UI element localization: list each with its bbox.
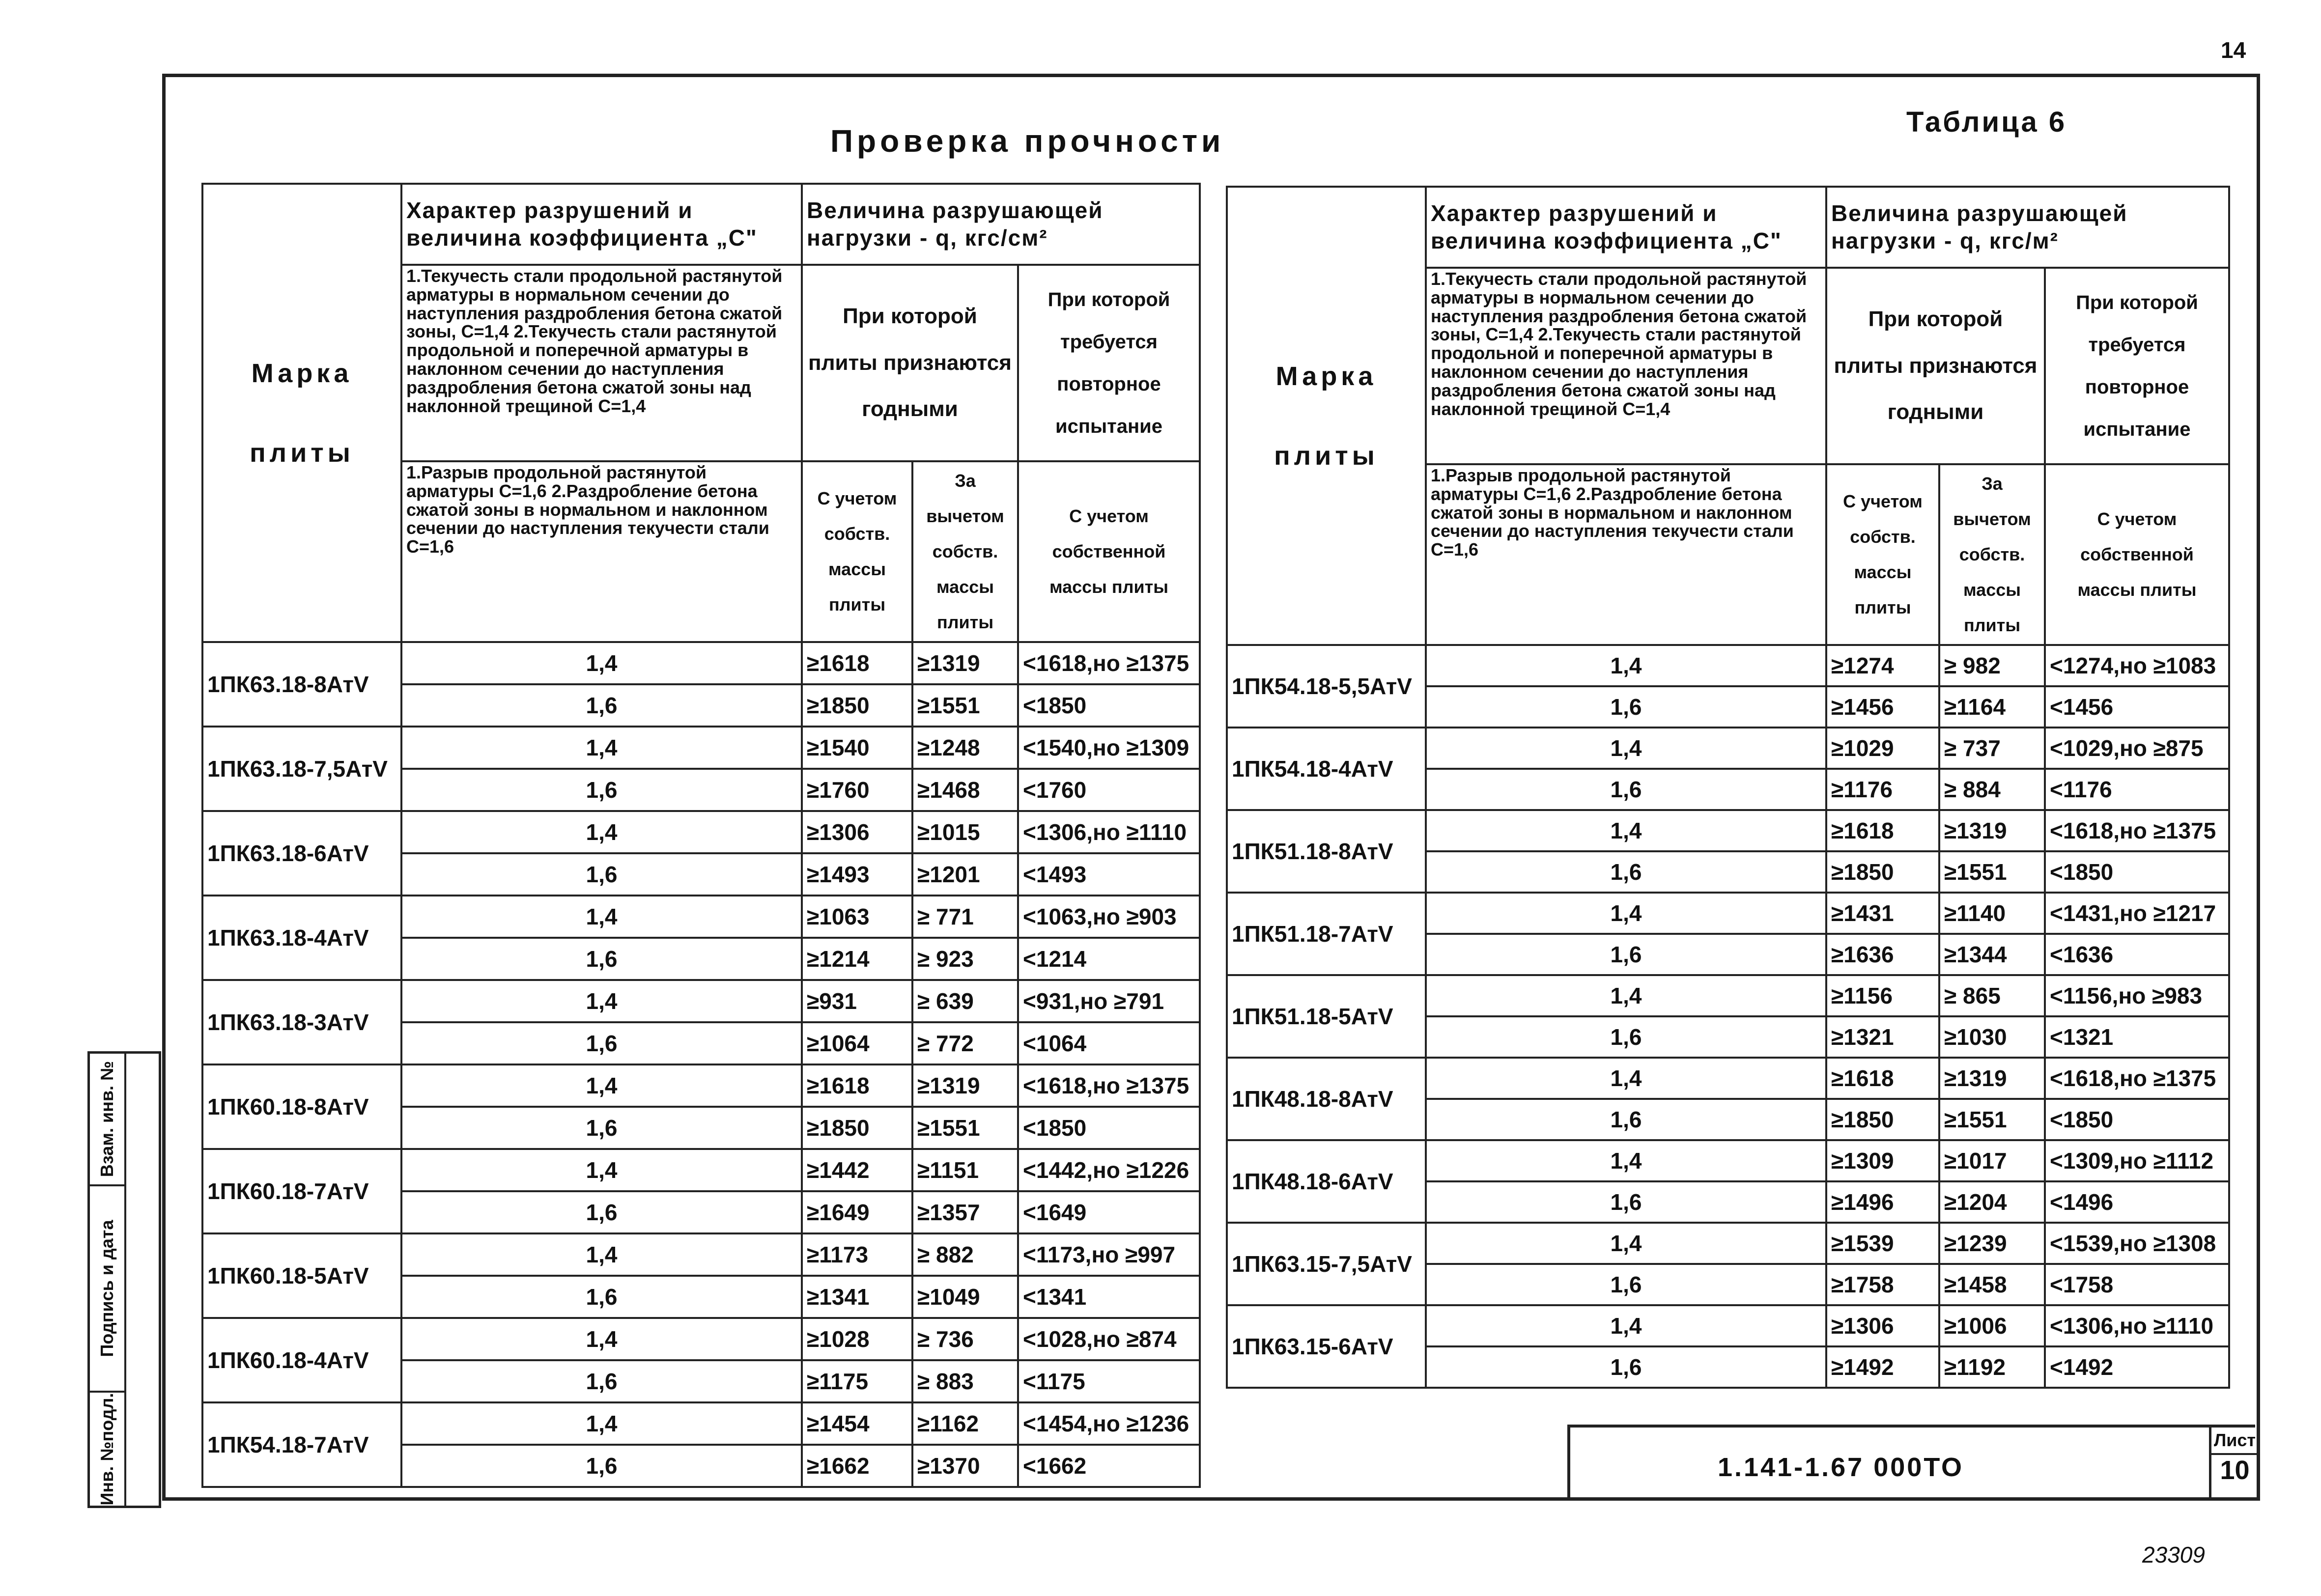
header-marka: Марка плиты (202, 184, 401, 642)
load-without-mass: ≥1370 (912, 1445, 1018, 1487)
load-retest: <1618,но ≥1375 (1018, 642, 1200, 684)
table-row (1227, 975, 2229, 1016)
load-retest: <1442,но ≥1226 (1018, 1149, 1200, 1191)
page-title: Проверка прочности (830, 123, 1225, 159)
load-retest: <1341 (1018, 1276, 1200, 1318)
load-with-mass: ≥1850 (802, 1107, 912, 1149)
slab-mark: 1ПК60.18-7АтV (202, 1149, 401, 1233)
load-without-mass: ≥1239 (1939, 1223, 2045, 1264)
load-without-mass: ≥1319 (1939, 810, 2045, 851)
table-row (1227, 893, 2229, 934)
load-with-mass: ≥1063 (802, 896, 912, 938)
header-retest: При которой требуется повторное испытание (1018, 265, 1200, 461)
slab-mark: 1ПК54.18-7АтV (202, 1402, 401, 1487)
load-with-mass: ≥1274 (1826, 645, 1939, 686)
load-retest: <1492 (2045, 1346, 2229, 1388)
load-without-mass: ≥ 982 (1939, 645, 2045, 686)
header-suitable: При которой плиты признаются годными (1826, 268, 2045, 464)
side-cell-inventory: Инв. №подл. (97, 1393, 117, 1506)
load-without-mass: ≥ 639 (912, 980, 1018, 1022)
load-without-mass: ≥1357 (912, 1191, 1018, 1233)
coefficient-c: 1,4 (401, 727, 802, 769)
load-without-mass: ≥1551 (912, 684, 1018, 727)
coefficient-c: 1,4 (401, 980, 802, 1022)
slab-mark: 1ПК51.18-8АтV (1227, 810, 1426, 893)
coefficient-c: 1,6 (401, 684, 802, 727)
load-retest: <1850 (1018, 684, 1200, 727)
header-without-mass: За вычетом собств. массы плиты (912, 461, 1018, 642)
sheet-box (2209, 1428, 2258, 1501)
load-without-mass: ≥1201 (912, 853, 1018, 896)
table-row (202, 1149, 1200, 1191)
coefficient-c: 1,4 (1426, 1305, 1826, 1346)
load-with-mass: ≥1618 (802, 1064, 912, 1107)
load-without-mass: ≥1551 (912, 1107, 1018, 1149)
load-with-mass: ≥1309 (1826, 1140, 1939, 1181)
load-with-mass: ≥1214 (802, 938, 912, 980)
load-retest: <1321 (2045, 1016, 2229, 1058)
side-cell-replace: Взам. инв. № (90, 1054, 124, 1186)
load-without-mass: ≥1319 (912, 1064, 1018, 1107)
table-row (202, 1318, 1200, 1360)
load-with-mass: ≥1156 (1826, 975, 1939, 1016)
load-without-mass: ≥ 772 (912, 1022, 1018, 1064)
load-retest: <1028,но ≥874 (1018, 1318, 1200, 1360)
slab-mark: 1ПК63.18-6АтV (202, 811, 401, 896)
load-retest: <1850 (2045, 1099, 2229, 1140)
coefficient-c: 1,4 (401, 1233, 802, 1276)
load-retest: <1454,но ≥1236 (1018, 1402, 1200, 1445)
load-with-mass: ≥1341 (802, 1276, 912, 1318)
load-with-mass: ≥1028 (802, 1318, 912, 1360)
load-without-mass: ≥1204 (1939, 1181, 2045, 1223)
load-with-mass: ≥1492 (1826, 1346, 1939, 1388)
load-retest: <1306,но ≥1110 (1018, 811, 1200, 853)
header-character: Характер разрушений и величина коэффициента „С" (401, 184, 802, 265)
coefficient-c: 1,4 (1426, 1223, 1826, 1264)
load-without-mass: ≥1551 (1939, 851, 2045, 893)
load-without-mass: ≥ 923 (912, 938, 1018, 980)
table-row (202, 811, 1200, 853)
load-with-mass: ≥1175 (802, 1360, 912, 1402)
load-without-mass: ≥1017 (1939, 1140, 2045, 1181)
coefficient-c: 1,6 (1426, 686, 1826, 728)
header-with-own-mass: С учетом собственной массы плиты (2045, 464, 2229, 645)
header-marka: Марка плиты (1227, 187, 1426, 645)
coefficient-c: 1,4 (1426, 1058, 1826, 1099)
coefficient-c: 1,4 (401, 642, 802, 684)
slab-mark: 1ПК48.18-6АтV (1227, 1140, 1426, 1223)
header-case-1: 1.Текучесть стали продольной растянутой арматуры в нормальном сечении до наступления раздробления бетона сжатой зоны, С=1,4 2.Текучесть стали растянутой продольной и поперечной арматуры в наклонном сечении до наступления раздробления бетона сжатой зоны над наклонной трещиной С=1,4 (1426, 268, 1826, 464)
load-retest: <1173,но ≥997 (1018, 1233, 1200, 1276)
load-with-mass: ≥1850 (802, 684, 912, 727)
load-with-mass: ≥1176 (1826, 769, 1939, 810)
table-row (202, 1402, 1200, 1445)
coefficient-c: 1,4 (401, 1064, 802, 1107)
load-retest: <931,но ≥791 (1018, 980, 1200, 1022)
load-retest: <1029,но ≥875 (2045, 728, 2229, 769)
load-retest: <1431,но ≥1217 (2045, 893, 2229, 934)
load-retest: <1850 (2045, 851, 2229, 893)
load-without-mass: ≥1151 (912, 1149, 1018, 1191)
load-with-mass: ≥1321 (1826, 1016, 1939, 1058)
load-with-mass: ≥1662 (802, 1445, 912, 1487)
table-row (1227, 810, 2229, 851)
load-retest: <1309,но ≥1112 (2045, 1140, 2229, 1181)
load-retest: <1539,но ≥1308 (2045, 1223, 2229, 1264)
coefficient-c: 1,4 (1426, 810, 1826, 851)
strength-table-right (1226, 186, 2230, 1389)
side-cell-signature: Подпись и дата (90, 1186, 124, 1393)
load-retest: <1636 (2045, 934, 2229, 975)
load-without-mass: ≥1458 (1939, 1264, 2045, 1305)
load-with-mass: ≥1496 (1826, 1181, 1939, 1223)
load-without-mass: ≥ 882 (912, 1233, 1018, 1276)
coefficient-c: 1,4 (401, 1318, 802, 1360)
coefficient-c: 1,4 (401, 1402, 802, 1445)
slab-mark: 1ПК48.18-8АтV (1227, 1058, 1426, 1140)
load-without-mass: ≥ 865 (1939, 975, 2045, 1016)
load-retest: <1064 (1018, 1022, 1200, 1064)
load-without-mass: ≥1248 (912, 727, 1018, 769)
load-with-mass: ≥1431 (1826, 893, 1939, 934)
load-without-mass: ≥1164 (1939, 686, 2045, 728)
load-retest: <1618,но ≥1375 (2045, 1058, 2229, 1099)
load-without-mass: ≥ 736 (912, 1318, 1018, 1360)
coefficient-c: 1,6 (1426, 1099, 1826, 1140)
load-with-mass: ≥931 (802, 980, 912, 1022)
coefficient-c: 1,4 (1426, 728, 1826, 769)
load-retest: <1156,но ≥983 (2045, 975, 2229, 1016)
load-with-mass: ≥1618 (1826, 1058, 1939, 1099)
load-with-mass: ≥1306 (802, 811, 912, 853)
load-with-mass: ≥1636 (1826, 934, 1939, 975)
load-retest: <1175 (1018, 1360, 1200, 1402)
load-without-mass: ≥1344 (1939, 934, 2045, 975)
slab-mark: 1ПК51.18-5АтV (1227, 975, 1426, 1058)
load-with-mass: ≥1454 (802, 1402, 912, 1445)
load-retest: <1618,но ≥1375 (1018, 1064, 1200, 1107)
header-retest: При которой требуется повторное испытание (2045, 268, 2229, 464)
header-with-mass: С учетом собств. массы плиты (1826, 464, 1939, 645)
table-row (1227, 645, 2229, 686)
load-without-mass: ≥1319 (912, 642, 1018, 684)
load-retest: <1214 (1018, 938, 1200, 980)
table-label: Таблица 6 (1906, 106, 2067, 138)
table-row (202, 642, 1200, 684)
coefficient-c: 1,6 (1426, 1181, 1826, 1223)
load-with-mass: ≥1540 (802, 727, 912, 769)
load-with-mass: ≥1493 (802, 853, 912, 896)
load-retest: <1649 (1018, 1191, 1200, 1233)
slab-mark: 1ПК51.18-7АтV (1227, 893, 1426, 975)
slab-mark: 1ПК54.18-4АтV (1227, 728, 1426, 810)
coefficient-c: 1,6 (401, 1191, 802, 1233)
load-retest: <1496 (2045, 1181, 2229, 1223)
load-without-mass: ≥1192 (1939, 1346, 2045, 1388)
corner-mark: 14 (2221, 37, 2246, 63)
coefficient-c: 1,6 (401, 1022, 802, 1064)
slab-mark: 1ПК63.18-4АтV (202, 896, 401, 980)
load-retest: <1274,но ≥1083 (2045, 645, 2229, 686)
load-with-mass: ≥1758 (1826, 1264, 1939, 1305)
load-retest: <1618,но ≥1375 (2045, 810, 2229, 851)
slab-mark: 1ПК63.15-6АтV (1227, 1305, 1426, 1388)
table-row (1227, 728, 2229, 769)
side-stamp-block (87, 1051, 161, 1508)
load-with-mass: ≥1649 (802, 1191, 912, 1233)
load-retest: <1540,но ≥1309 (1018, 727, 1200, 769)
table-row (202, 896, 1200, 938)
coefficient-c: 1,6 (1426, 934, 1826, 975)
slab-mark: 1ПК63.15-7,5АтV (1227, 1223, 1426, 1305)
slab-mark: 1ПК60.18-4АтV (202, 1318, 401, 1402)
load-without-mass: ≥ 883 (912, 1360, 1018, 1402)
header-case-1: 1.Текучесть стали продольной растянутой арматуры в нормальном сечении до наступления раздробления бетона сжатой зоны, С=1,4 2.Текучесть стали растянутой продольной и поперечной арматуры в наклонном сечении до наступления раздробления бетона сжатой зоны над наклонной трещиной С=1,4 (401, 265, 802, 461)
coefficient-c: 1,6 (1426, 851, 1826, 893)
header-load: Величина разрушающей нагрузки - q, кгс/м² (1826, 187, 2229, 268)
table-row (1227, 1140, 2229, 1181)
header-load: Величина разрушающей нагрузки - q, кгс/см² (802, 184, 1200, 265)
slab-mark: 1ПК60.18-5АтV (202, 1233, 401, 1318)
load-without-mass: ≥ 884 (1939, 769, 2045, 810)
load-without-mass: ≥1030 (1939, 1016, 2045, 1058)
load-with-mass: ≥1029 (1826, 728, 1939, 769)
slab-mark: 1ПК63.18-3АтV (202, 980, 401, 1064)
header-with-mass: С учетом собств. массы плиты (802, 461, 912, 642)
coefficient-c: 1,6 (401, 853, 802, 896)
load-with-mass: ≥1760 (802, 769, 912, 811)
slab-mark: 1ПК60.18-8АтV (202, 1064, 401, 1149)
load-retest: <1456 (2045, 686, 2229, 728)
load-retest: <1758 (2045, 1264, 2229, 1305)
load-without-mass: ≥ 771 (912, 896, 1018, 938)
load-without-mass: ≥1319 (1939, 1058, 2045, 1099)
load-without-mass: ≥1006 (1939, 1305, 2045, 1346)
load-with-mass: ≥1306 (1826, 1305, 1939, 1346)
table-row (1227, 1305, 2229, 1346)
title-block (1567, 1425, 2255, 1501)
load-with-mass: ≥1539 (1826, 1223, 1939, 1264)
strength-table-left (201, 183, 1201, 1488)
coefficient-c: 1,4 (1426, 893, 1826, 934)
header-case-2: 1.Разрыв продольной растянутой арматуры С=1,6 2.Раздробление бетона сжатой зоны в нормальном и наклонном сечении до наступления текучести стали С=1,6 (401, 461, 802, 642)
coefficient-c: 1,4 (1426, 645, 1826, 686)
load-retest: <1063,но ≥903 (1018, 896, 1200, 938)
load-without-mass: ≥1049 (912, 1276, 1018, 1318)
load-retest: <1493 (1018, 853, 1200, 896)
load-with-mass: ≥1850 (1826, 1099, 1939, 1140)
load-retest: <1662 (1018, 1445, 1200, 1487)
coefficient-c: 1,6 (401, 938, 802, 980)
coefficient-c: 1,6 (401, 1360, 802, 1402)
load-without-mass: ≥1162 (912, 1402, 1018, 1445)
load-with-mass: ≥1442 (802, 1149, 912, 1191)
load-retest: <1306,но ≥1110 (2045, 1305, 2229, 1346)
table-row (202, 1233, 1200, 1276)
slab-mark: 1ПК63.18-8АтV (202, 642, 401, 727)
table-row (1227, 1058, 2229, 1099)
coefficient-c: 1,6 (401, 1107, 802, 1149)
header-without-mass: За вычетом собств. массы плиты (1939, 464, 2045, 645)
coefficient-c: 1,6 (1426, 769, 1826, 810)
header-suitable: При которой плиты признаются годными (802, 265, 1018, 461)
load-with-mass: ≥1064 (802, 1022, 912, 1064)
load-with-mass: ≥1850 (1826, 851, 1939, 893)
document-code: 1.141-1.67 000ТО (1718, 1453, 1964, 1482)
table-row (202, 980, 1200, 1022)
load-without-mass: ≥1140 (1939, 893, 2045, 934)
slab-mark: 1ПК63.18-7,5АтV (202, 727, 401, 811)
header-character: Характер разрушений и величина коэффициента „С" (1426, 187, 1826, 268)
coefficient-c: 1,6 (1426, 1346, 1826, 1388)
coefficient-c: 1,4 (401, 1149, 802, 1191)
sheet-number: 10 (2220, 1456, 2250, 1485)
load-without-mass: ≥1468 (912, 769, 1018, 811)
table-row (202, 1064, 1200, 1107)
load-retest: <1176 (2045, 769, 2229, 810)
coefficient-c: 1,4 (401, 896, 802, 938)
load-retest: <1760 (1018, 769, 1200, 811)
coefficient-c: 1,4 (1426, 1140, 1826, 1181)
header-case-2: 1.Разрыв продольной растянутой арматуры С=1,6 2.Раздробление бетона сжатой зоны в нормальном и наклонном сечении до наступления текучести стали С=1,6 (1426, 464, 1826, 645)
coefficient-c: 1,6 (401, 1276, 802, 1318)
load-without-mass: ≥1551 (1939, 1099, 2045, 1140)
coefficient-c: 1,6 (401, 769, 802, 811)
table-row (202, 727, 1200, 769)
coefficient-c: 1,4 (1426, 975, 1826, 1016)
table-row (1227, 1223, 2229, 1264)
coefficient-c: 1,6 (1426, 1016, 1826, 1058)
sheet-label: Лист (2211, 1428, 2258, 1455)
load-without-mass: ≥1015 (912, 811, 1018, 853)
load-with-mass: ≥1173 (802, 1233, 912, 1276)
header-with-own-mass: С учетом собственной массы плиты (1018, 461, 1200, 642)
load-with-mass: ≥1456 (1826, 686, 1939, 728)
slab-mark: 1ПК54.18-5,5АтV (1227, 645, 1426, 728)
load-retest: <1850 (1018, 1107, 1200, 1149)
load-with-mass: ≥1618 (802, 642, 912, 684)
inventory-number: 23309 (2142, 1542, 2205, 1568)
load-without-mass: ≥ 737 (1939, 728, 2045, 769)
coefficient-c: 1,6 (401, 1445, 802, 1487)
coefficient-c: 1,4 (401, 811, 802, 853)
coefficient-c: 1,6 (1426, 1264, 1826, 1305)
load-with-mass: ≥1618 (1826, 810, 1939, 851)
